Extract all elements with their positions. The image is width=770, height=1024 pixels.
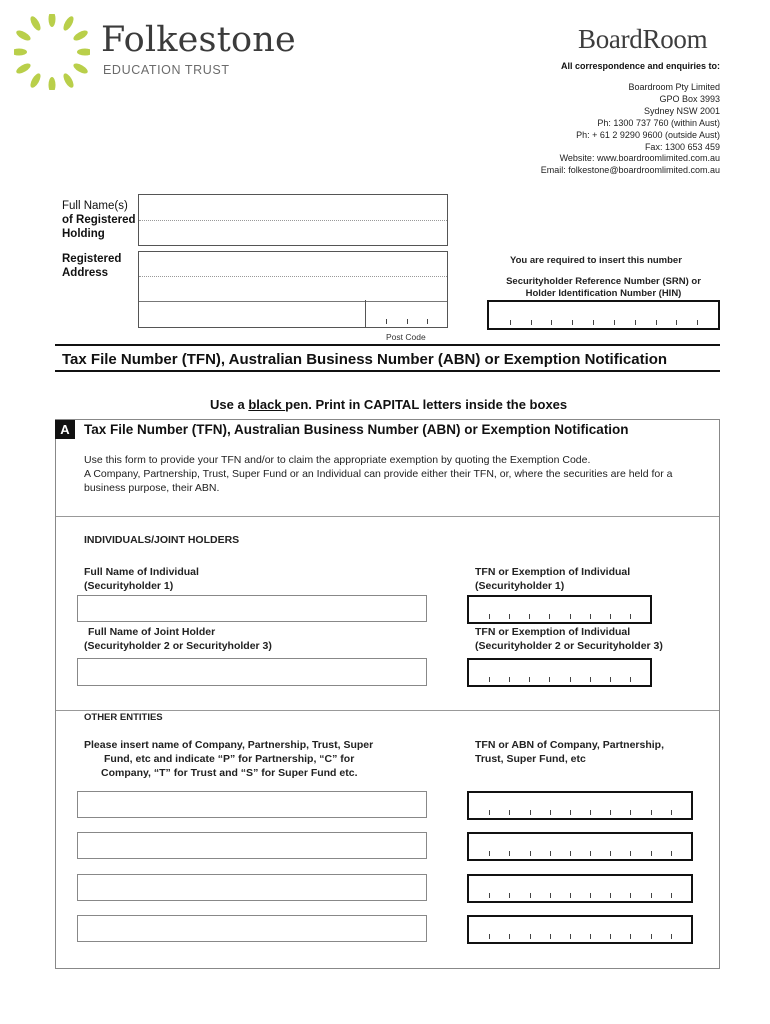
box-tick [610,614,611,619]
box-tick [509,677,510,682]
box-tick [570,677,571,682]
box-tick [590,893,591,898]
address-line: Fax: 1300 653 459 [644,141,720,152]
box-tick [530,810,531,815]
section-divider [56,710,719,711]
box-tick [529,614,530,619]
box-tick [551,320,552,325]
box-tick [427,319,428,324]
entity-tfn-input[interactable] [467,915,693,944]
logo-name: Folkestone [101,20,296,60]
full-name-label: Full Name(s) of Registered Holding [62,200,136,240]
box-tick [570,851,571,856]
box-tick [630,893,631,898]
box-tick [570,893,571,898]
joint-name-input[interactable] [77,658,427,686]
section-a-badge: A [55,420,75,439]
address-line: Ph: + 61 2 9290 9600 (outside Aust) [576,129,720,140]
box-tick [530,934,531,939]
other-entities-header: OTHER ENTITIES [84,712,163,723]
box-tick [590,934,591,939]
box-tick [550,810,551,815]
box-tick [570,810,571,815]
box-tick [676,320,677,325]
registry-logo: BoardRoom [578,24,708,54]
joint-tfn-input[interactable] [467,658,652,687]
box-tick [630,614,631,619]
entity-tfn-input[interactable] [467,832,693,861]
entity-name-input[interactable] [77,874,427,901]
correspondence-title: All correspondence and enquiries to: [560,61,720,71]
individuals-header: INDIVIDUALS/JOINT HOLDERS [84,534,240,546]
entity-name-input[interactable] [77,832,427,859]
box-tick [671,810,672,815]
box-tick [509,810,510,815]
box-tick [489,614,490,619]
box-tick [407,319,408,324]
address-line: Ph: 1300 737 760 (within Aust) [597,117,720,128]
individual-name-label: Full Name of Individual (Securityholder 1) [84,566,199,592]
box-tick [489,677,490,682]
box-tick [610,893,611,898]
box-tick [510,320,511,325]
holding-name-field[interactable] [138,194,448,246]
box-tick [570,934,571,939]
box-tick [572,320,573,325]
entity-tfn-input[interactable] [467,874,693,903]
entity-tfn-label: TFN or ABN of Company, Partnership, Trust, Super Fund, etc [475,739,665,765]
joint-name-label: Full Name of Joint Holder [88,626,216,638]
section-a-title: Tax File Number (TFN), Australian Business Number (ABN) or Exemption Notification [84,422,629,437]
srn-input[interactable] [487,300,720,330]
address-line: Email: folkestone@boardroomlimited.com.au [540,165,720,176]
field-divider [139,276,447,277]
box-tick [570,614,571,619]
box-tick [610,851,611,856]
box-tick [549,614,550,619]
box-tick [610,934,611,939]
individual-tfn-label: TFN or Exemption of Individual (Securityholder 1) [475,566,631,592]
address-line: Sydney NSW 2001 [643,105,720,116]
box-tick [614,320,615,325]
title-rule-top [55,344,720,346]
form-title: Tax File Number (TFN), Australian Business Number (ABN) or Exemption Notification [62,351,668,368]
box-tick [671,851,672,856]
box-tick [610,810,611,815]
box-tick [489,851,490,856]
box-tick [530,851,531,856]
box-tick [530,893,531,898]
box-tick [630,851,631,856]
field-divider [139,220,447,221]
individual-tfn-input[interactable] [467,595,652,624]
box-tick [386,319,387,324]
box-tick [531,320,532,325]
entity-name-input[interactable] [77,915,427,942]
address-line: Website: www.boardroomlimited.com.au [559,153,720,164]
address-label: Registered Address [62,253,122,279]
box-tick [489,893,490,898]
individual-name-input[interactable] [77,595,427,622]
box-tick [509,614,510,619]
box-tick [651,934,652,939]
joint-name-sublabel: (Securityholder 2 or Securityholder 3) [84,640,272,652]
box-tick [651,810,652,815]
box-tick [509,851,510,856]
box-tick [590,851,591,856]
box-tick [550,851,551,856]
instruction-text: Use a black pen. Print in CAPITAL letters inside the boxes [210,397,568,412]
box-tick [590,810,591,815]
box-tick [593,320,594,325]
box-tick [489,934,490,939]
box-tick [529,677,530,682]
postcode-label: Post Code [386,332,426,342]
box-tick [590,614,591,619]
entity-tfn-input[interactable] [467,791,693,820]
box-tick [651,893,652,898]
box-tick [630,934,631,939]
section-divider [56,516,719,517]
entity-name-label: Please insert name of Company, Partnership, Trust, Super Fund, etc and indicate “P” for Partnership, “C” for Company, “T” for Trust and “S” for Super Fund etc. [84,739,374,779]
logo-subtitle: EDUCATION TRUST [103,63,230,77]
box-tick [489,810,490,815]
postcode-field[interactable] [365,300,448,328]
box-tick [550,934,551,939]
required-text: You are required to insert this number [510,255,682,266]
box-tick [635,320,636,325]
box-tick [651,851,652,856]
box-tick [590,677,591,682]
srn-label: Securityholder Reference Number (SRN) or Holder Identification Number (HIN) [506,276,701,299]
box-tick [671,934,672,939]
address-line: GPO Box 3993 [659,93,720,104]
address-line: Boardroom Pty Limited [628,82,720,92]
box-tick [610,677,611,682]
box-tick [630,810,631,815]
registry-address [541,82,720,177]
box-tick [656,320,657,325]
folkestone-logo-icon [14,14,90,90]
box-tick [549,677,550,682]
joint-tfn-label: TFN or Exemption of Individual (Securityholder 2 or Securityholder 3) [475,626,663,652]
section-a-description: Use this form to provide your TFN and/or to claim the appropriate exemption by quoting the Exemption Code. A Company, Partnership, Trust, Super Fund or an Individual can provide either their TFN, or, where the securities are held for a business purpose, their ABN. [84,454,673,494]
box-tick [630,677,631,682]
title-rule-bottom [55,370,720,372]
entity-name-input[interactable] [77,791,427,818]
box-tick [509,934,510,939]
box-tick [509,893,510,898]
box-tick [550,893,551,898]
box-tick [671,893,672,898]
box-tick [697,320,698,325]
